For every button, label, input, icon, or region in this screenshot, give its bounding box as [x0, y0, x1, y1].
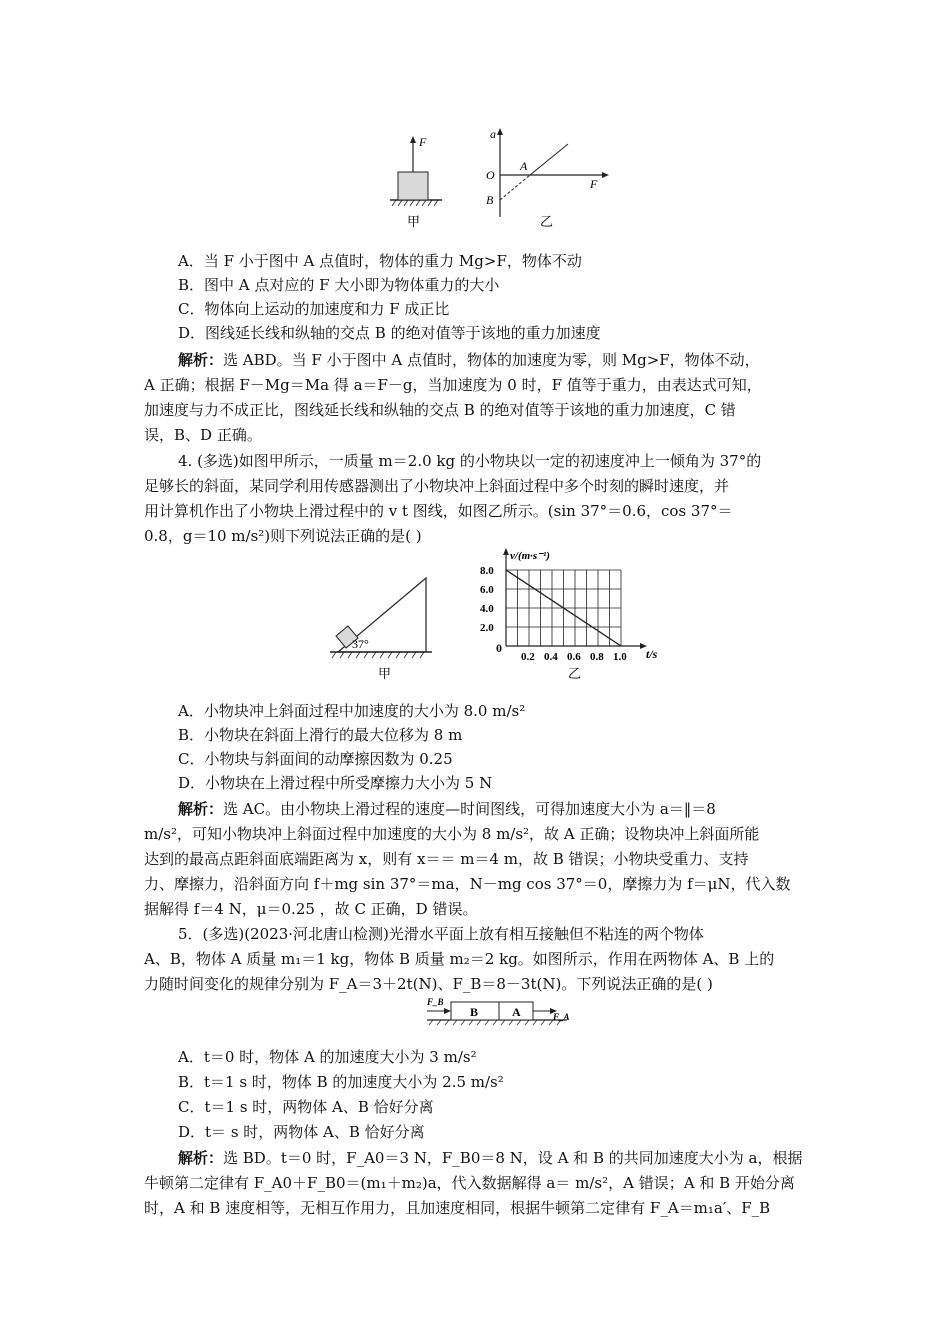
fig2-angle: 37° — [352, 637, 369, 651]
fig1-yi — [486, 127, 609, 230]
q4-option-d: D．小物块在上滑过程中所受摩擦力大小为 5 N — [178, 774, 493, 792]
q4-stem-1: 4. (多选)如图甲所示，一质量 m＝2.0 kg 的小物块以一定的初速度冲上一倾角为 37°的 — [178, 452, 762, 470]
vt-x-tick: 0.8 — [590, 651, 604, 663]
q5-stem-2: A、B，物体 A 质量 m₁＝1 kg，物体 B 质量 m₂＝2 kg。如图所示，作用在两物体 A、B 上的 — [144, 950, 775, 968]
fig3-A: A — [512, 1005, 521, 1019]
q3-analysis-4: 误，B、D 正确。 — [144, 426, 262, 444]
fig1-B: B — [486, 193, 494, 207]
q5-analysis-3: 时，A 和 B 速度相等，无相互作用力，且加速度相同，根据牛顿第二定律有 F_A＝m₁a′、F_B — [144, 1199, 771, 1217]
fig1-F: F — [419, 135, 427, 149]
fig1-line — [530, 144, 568, 175]
vt-y-tick: 4.0 — [480, 603, 494, 615]
q4-analysis-5: 据解得 f＝4 N，μ＝0.25 ，故 C 正确，D 错误。 — [144, 900, 478, 918]
q4-stem-3: 用计算机作出了小物块上滑过程中的 v t 图线，如图乙所示。(sin 37°＝0.6，cos 37°＝ — [144, 502, 733, 520]
q5-stem-3: 力随时间变化的规律分别为 F_A＝3＋2t(N)、F_B＝8－3t(N)。下列说法正确的是( ) — [144, 975, 713, 993]
vt-y-tick: 2.0 — [480, 622, 494, 634]
q5-analysis-label: 解析： — [178, 1149, 224, 1167]
q5-option-d: D．t＝ s 时，两物体 A、B 恰好分离 — [178, 1123, 425, 1141]
q4-analysis-text: 选 AC。由小物块上滑过程的速度—时间图线，可得加速度大小为 a＝‖＝8 — [223, 800, 716, 818]
fig1-yi-label: 乙 — [540, 215, 554, 230]
q4-option-b: B．小物块在斜面上滑行的最大位移为 8 m — [178, 726, 463, 744]
q3-analysis-1 — [178, 349, 760, 371]
vt-x-title: t/s — [646, 647, 658, 661]
q5-option-c: C．t＝1 s 时，两物体 A、B 恰好分离 — [178, 1098, 434, 1116]
q4-analysis-label: 解析： — [178, 800, 224, 818]
q3-option-b: B．图中 A 点对应的 F 大小即为物体重力的大小 — [178, 276, 500, 294]
fig1-O: O — [486, 168, 495, 182]
q5-option-b: B．t＝1 s 时，物体 B 的加速度大小为 2.5 m/s² — [178, 1073, 504, 1091]
q5-analysis-1 — [178, 1147, 802, 1169]
q5-stem-1: 5．(多选)(2023·河北唐山检测)光滑水平面上放有相互接触但不粘连的两个物体 — [178, 925, 704, 943]
q5-option-a: A．t＝0 时，物体 A 的加速度大小为 3 m/s² — [178, 1048, 477, 1066]
vt-x-tick: 0.2 — [521, 651, 535, 663]
q4-analysis-2: m/s²，可知小物块冲上斜面过程中加速度的大小为 8 m/s²，故 A 正确；设物块冲上斜面所能 — [144, 825, 760, 843]
figure-1 — [380, 122, 620, 232]
q3-analysis-2: A 正确；根据 F－Mg＝Ma 得 a＝F－g，当加速度为 0 时，F 值等于重力，由表达式可知， — [144, 376, 762, 394]
q4-stem-2: 足够长的斜面，某同学利用传感器测出了小物块冲上斜面过程中多个时刻的瞬时速度，并 — [144, 477, 730, 495]
fig2-jia-label: 甲 — [378, 667, 392, 682]
q3-option-a: A．当 F 小于图中 A 点值时，物体的重力 Mg>F，物体不动 — [178, 252, 582, 270]
fig3-FA: F_A — [553, 1012, 570, 1022]
q4-option-a: A．小物块冲上斜面过程中加速度的大小为 8.0 m/s² — [178, 702, 526, 720]
vt-y-tick: 6.0 — [480, 584, 494, 596]
fig3-FB: F_B — [427, 997, 444, 1007]
fig1-jia — [390, 135, 442, 230]
figure-3 — [425, 996, 575, 1030]
q5-analysis-2: 牛顿第二定律有 F_A0＋F_B0＝(m₁＋m₂)a，代入数据解得 a＝ m/s²，A 错误；A 和 B 开始分离 — [144, 1174, 795, 1192]
q3-analysis-3: 加速度与力不成正比，图线延长线和纵轴的交点 B 的绝对值等于该地的重力加速度，C 错 — [144, 401, 736, 419]
vt-origin: 0 — [496, 641, 502, 655]
fig2-yi-label: 乙 — [568, 667, 582, 682]
vt-x-tick: 0.6 — [567, 651, 581, 663]
vt-x-tick: 0.4 — [544, 651, 558, 663]
fig1-jia-label: 甲 — [407, 215, 421, 230]
q3-option-c: C．物体向上运动的加速度和力 F 成正比 — [178, 300, 450, 318]
q3-analysis-label: 解析： — [178, 351, 224, 369]
q4-analysis-4: 力、摩擦力，沿斜面方向 f＋mg sin 37°＝ma，N－mg cos 37°＝0，摩擦力为 f＝μN，代入数 — [144, 875, 791, 893]
fig1-F-axis: F — [590, 177, 598, 191]
fig1-A: A — [520, 159, 528, 173]
fig3-B: B — [470, 1005, 479, 1019]
vt-x-tick: 1.0 — [613, 651, 627, 663]
fig1-line-dashed — [500, 175, 530, 200]
fig2-jia — [330, 578, 432, 682]
q4-analysis-1 — [178, 798, 716, 820]
figure-2 — [320, 548, 680, 686]
q4-option-c: C．小物块与斜面间的动摩擦因数为 0.25 — [178, 750, 453, 768]
q4-stem-4: 0.8，g＝10 m/s²)则下列说法正确的是( ) — [144, 527, 422, 545]
q5-analysis-text: 选 BD。t＝0 时，F_A0＝3 N，F_B0＝8 N，设 A 和 B 的共同加速度大小为 a，根据 — [223, 1149, 803, 1167]
q4-analysis-3: 达到的最高点距斜面底端距离为 x，则有 x＝＝ m＝4 m，故 B 错误；小物块受重力、支持 — [144, 850, 749, 868]
fig1-a: a — [490, 127, 496, 141]
vt-y-title: v/(m·s⁻¹) — [510, 550, 550, 562]
q3-option-d: D．图线延长线和纵轴的交点 B 的绝对值等于该地的重力加速度 — [178, 324, 601, 342]
block — [398, 172, 428, 200]
fig2-yi — [480, 548, 658, 682]
vt-y-tick: 8.0 — [480, 565, 494, 577]
q3-analysis-text: 选 ABD。当 F 小于图中 A 点值时，物体的加速度为零，则 Mg>F，物体不动， — [223, 351, 760, 369]
